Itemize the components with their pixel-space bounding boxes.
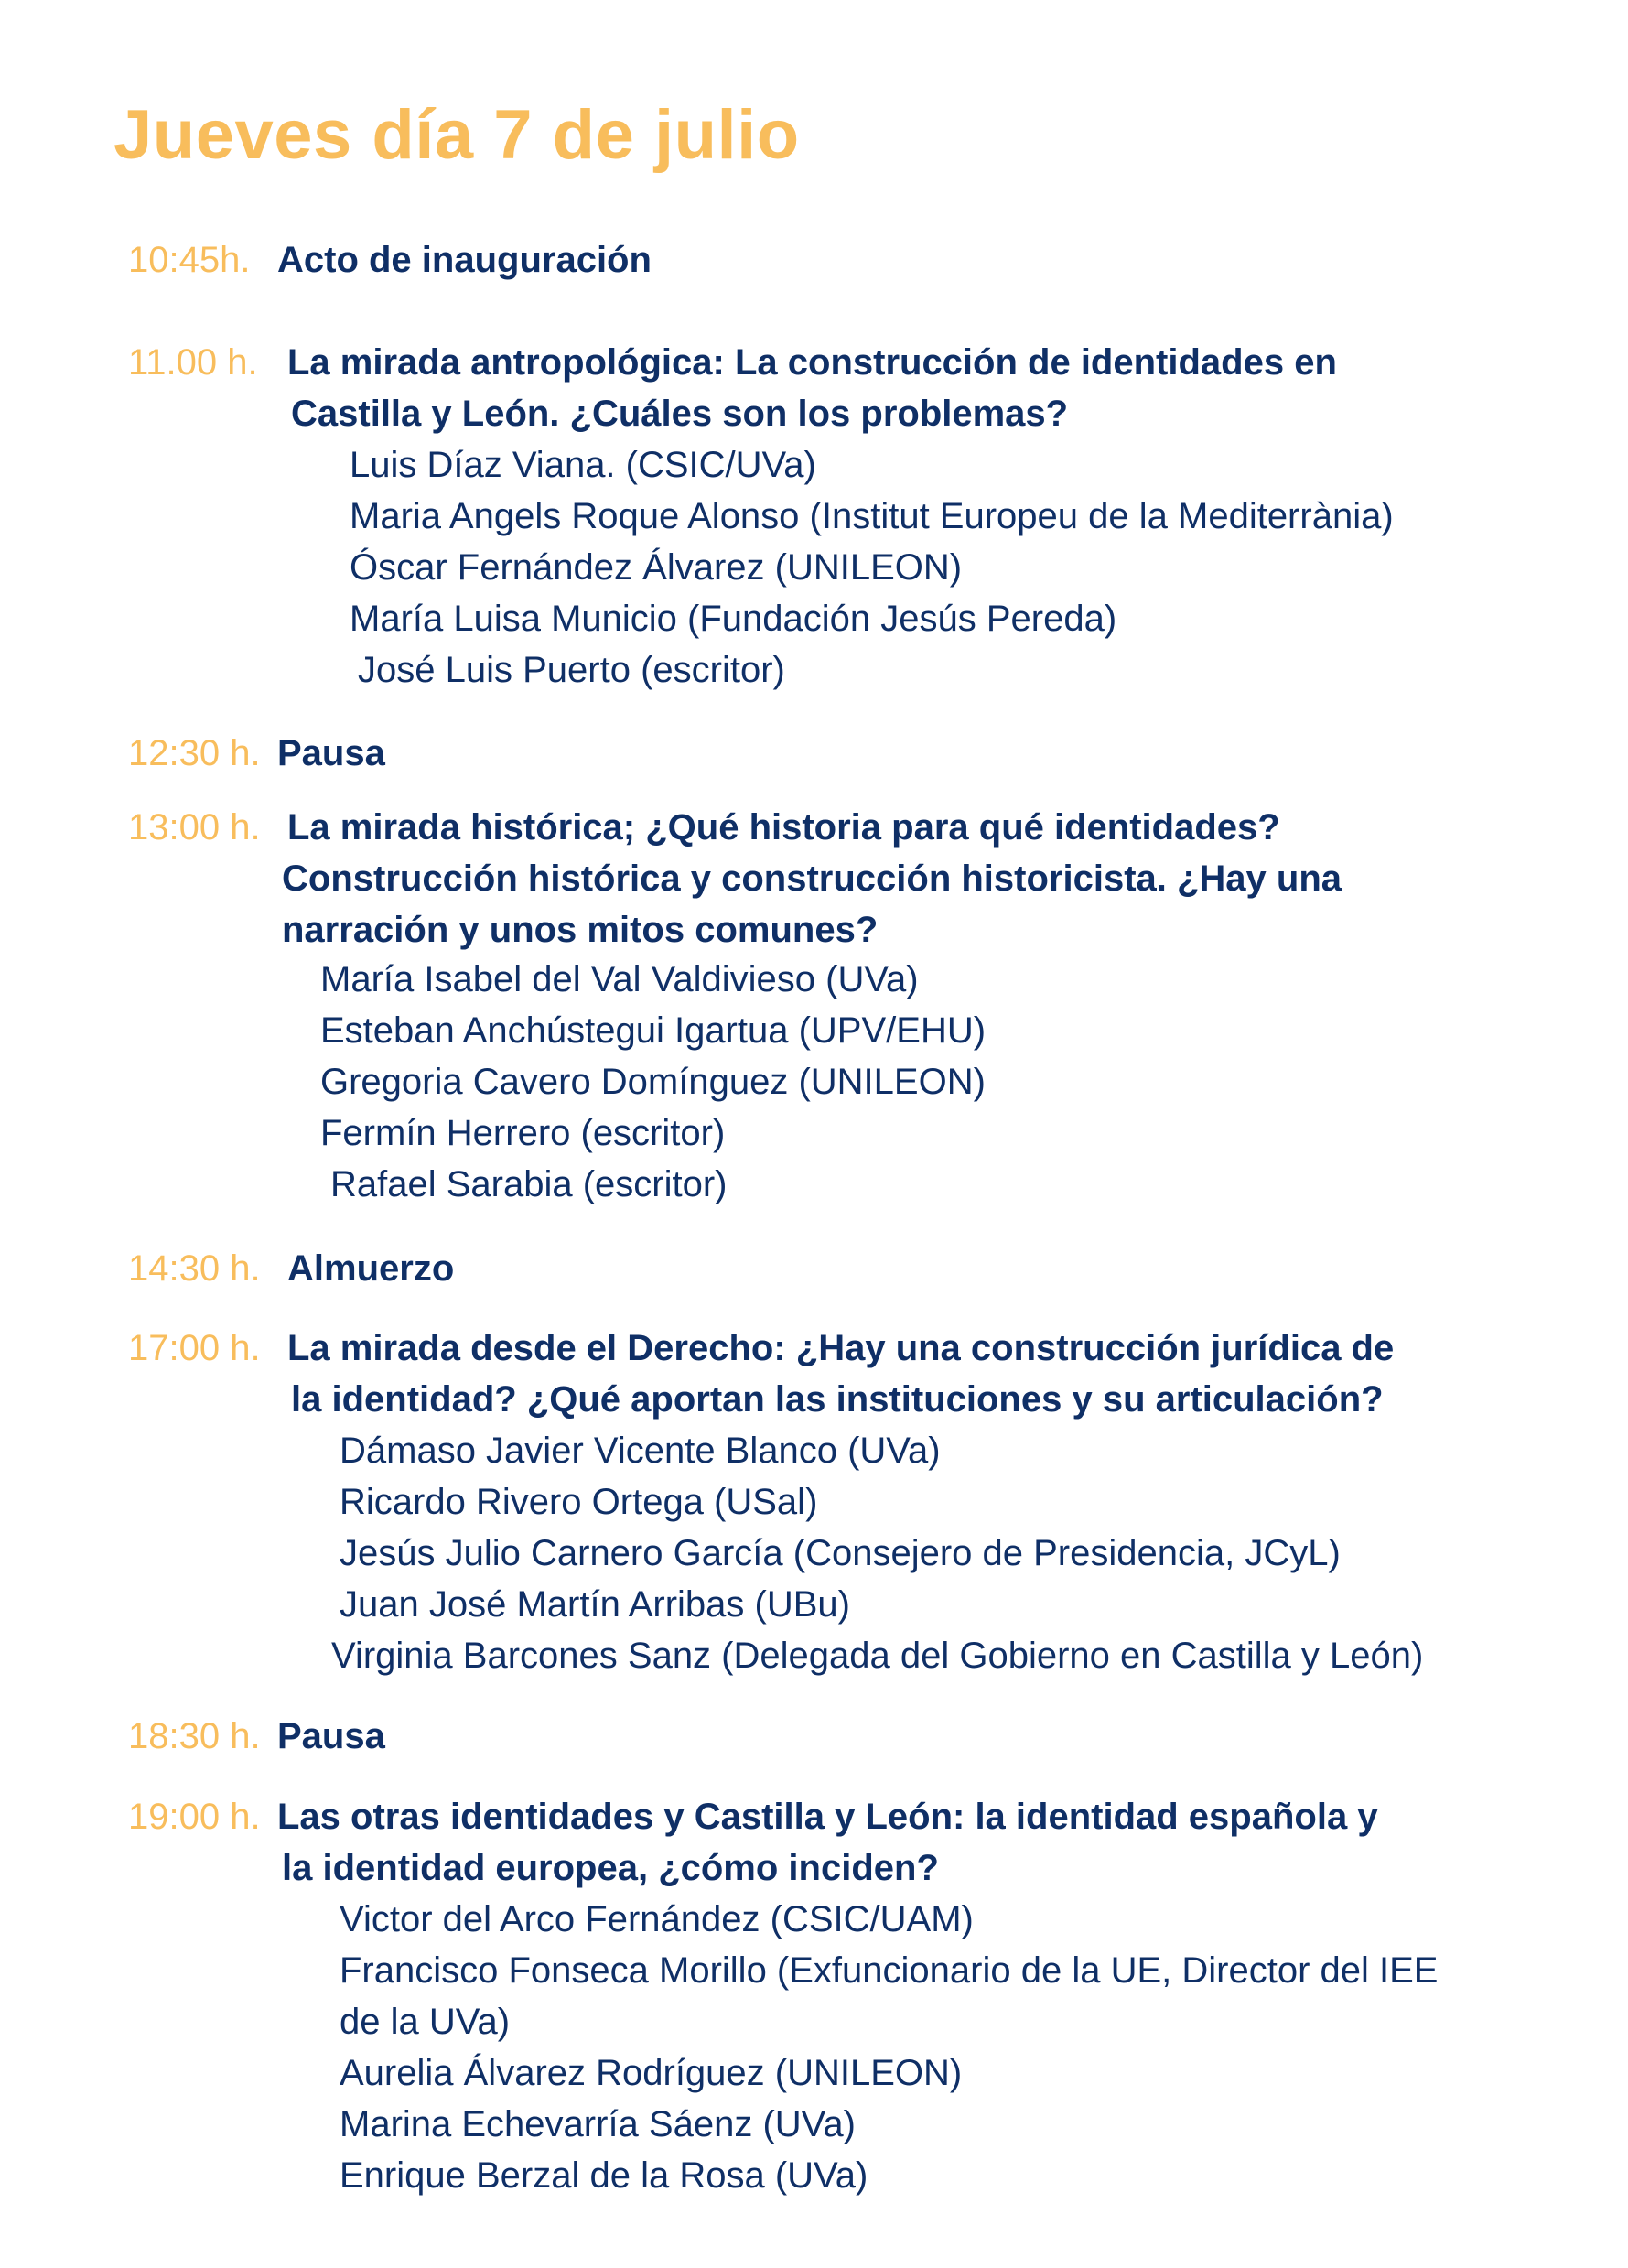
session-title [282,802,1514,956]
speaker-list [340,1894,1438,2201]
speaker: Gregoria Cavero Domínguez (UNILEON) [320,1062,986,1102]
speaker: Juan José Martín Arribas (UBu) [340,1584,850,1625]
session-title [277,234,1504,286]
session-time: 10:45h. [128,240,251,280]
speaker: Marina Echevarría Sáenz (UVa) [340,2104,856,2144]
speaker: Óscar Fernández Álvarez (UNILEON) [350,547,963,588]
speaker: Enrique Berzal de la Rosa (UVa) [340,2155,868,2196]
session-time: 19:00 h. [128,1797,261,1837]
day-title: Jueves día 7 de julio [113,96,800,174]
speaker: María Isabel del Val Valdivieso (UVa) [320,959,919,999]
speaker: José Luis Puerto (escritor) [358,650,785,690]
session-title [277,728,1504,779]
session-title [287,1323,1514,1425]
session-time: 11.00 h. [128,342,258,383]
session-title-line: La mirada histórica; ¿Qué historia para qué identidades? [287,807,1280,848]
speaker: Francisco Fonseca Morillo (Exfuncionario de la UE, Director del IEE [340,1950,1439,1991]
session-title-line: narración y unos mitos comunes? [282,910,879,950]
speaker: Dámaso Javier Vicente Blanco (UVa) [340,1431,941,1471]
speaker: Fermín Herrero (escritor) [320,1113,726,1153]
speaker: Ricardo Rivero Ortega (USal) [340,1482,818,1522]
speaker: Maria Angels Roque Alonso (Institut Europeu de la Mediterrània) [350,496,1394,536]
session-title [277,1791,1504,1894]
speaker: Victor del Arco Fernández (CSIC/UAM) [340,1899,974,1939]
session-title-line: Pausa [277,1716,385,1756]
session-title [287,1243,1514,1294]
session-time: 18:30 h. [128,1716,261,1756]
speaker: Virginia Barcones Sanz (Delegada del Gobierno en Castilla y León) [331,1636,1424,1676]
speaker-list [331,1425,1424,1681]
session-time: 12:30 h. [128,733,261,773]
speaker: Jesús Julio Carnero García (Consejero de Presidencia, JCyL) [340,1533,1341,1573]
session-title [277,1711,1504,1762]
session-title-line: Construcción histórica y construcción historicista. ¿Hay una [282,859,1342,899]
session-time: 13:00 h. [128,807,261,848]
session-title-line: Acto de inauguración [277,240,652,280]
session-time: 17:00 h. [128,1328,261,1368]
speaker: de la UVa) [340,2002,511,2042]
session-title-line: La mirada antropológica: La construcción de identidades en [287,342,1337,383]
speaker: María Luisa Municio (Fundación Jesús Pereda) [350,599,1117,639]
session-title-line: la identidad? ¿Qué aportan las instituciones y su articulación? [291,1379,1384,1420]
speaker: Esteban Anchústegui Igartua (UPV/EHU) [320,1010,987,1051]
speaker-list [320,954,986,1210]
session-title-line: Pausa [277,733,385,773]
session-title-line: Almuerzo [287,1248,455,1289]
speaker-list [350,439,1394,696]
session-title-line: Las otras identidades y Castilla y León: la identidad española y [277,1797,1378,1837]
speaker: Luis Díaz Viana. (CSIC/UVa) [350,445,816,485]
session-title [287,337,1514,439]
session-title-line: La mirada desde el Derecho: ¿Hay una construcción jurídica de [287,1328,1395,1368]
speaker: Aurelia Álvarez Rodríguez (UNILEON) [340,2053,963,2093]
session-title-line: la identidad europea, ¿cómo inciden? [282,1848,939,1888]
speaker: Rafael Sarabia (escritor) [330,1164,728,1204]
session-time: 14:30 h. [128,1248,261,1289]
session-title-line: Castilla y León. ¿Cuáles son los problemas? [291,394,1069,434]
